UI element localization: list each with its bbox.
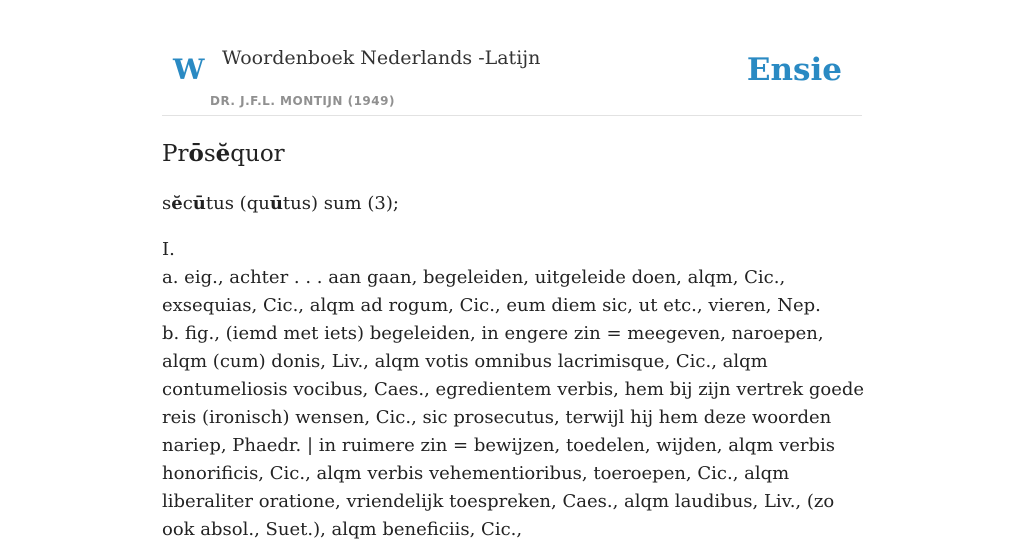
dictionary-author: DR. J.F.L. MONTIJN (1949) xyxy=(210,94,395,108)
sense-a-text: a. eig., achter . . . aan gaan, begeleiden, uitgeleide doen, alqm, Cic., exsequias, Cic., alqm ad rogum, Cic., eum diem sic, ut etc., vieren, Nep. xyxy=(162,267,821,316)
ensie-brand-logo[interactable]: Ensie xyxy=(746,52,842,88)
dictionary-header xyxy=(162,36,862,116)
dictionary-logo[interactable]: W xyxy=(173,53,205,86)
entry-principal-parts: sĕcūtus (quūtus) sum (3); xyxy=(162,193,399,214)
entry-headword: Prōsĕquor xyxy=(162,140,285,167)
sense-number: I. xyxy=(162,239,175,260)
dictionary-title[interactable]: Woordenboek Nederlands -Latijn xyxy=(222,47,541,69)
sense-b-text: b. fig., (iemd met iets) begeleiden, in engere zin = meegeven, naroepen, alqm (cum) donis, Liv., alqm votis omnibus lacrimisque, Cic., alqm contumeliosis vocibus, Caes., egredientem verbis, hem bij zijn vertrek goede reis (ironisch) wensen, Cic., sic prosecutus, terwijl hij hem deze woorden nariep, Phaedr. | in ruimere zin = bewijzen, toedelen, wijden, alqm verbis honorificis, Cic., alqm verbis vehementioribus, toeroepen, Cic., alqm liberaliter oratione, vriendelijk toespreken, Caes., alqm laudibus, Liv., (zo ook absol., Suet.), alqm beneficiis, Cic., xyxy=(162,323,865,540)
entry-definition xyxy=(162,264,872,544)
entry-content xyxy=(162,138,872,544)
